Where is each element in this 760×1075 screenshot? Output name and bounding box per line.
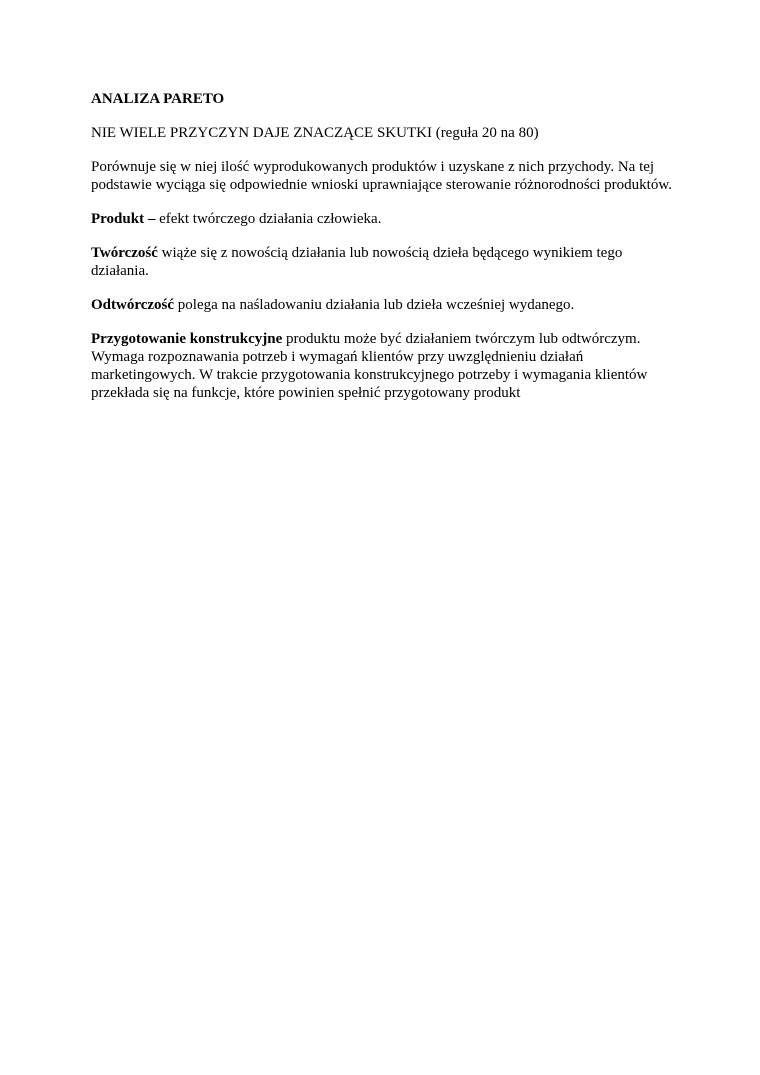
definition-text: efekt twórczego działania człowieka.: [155, 211, 382, 227]
definition-text: wiąże się z nowością działania lub nowością dzieła będącego wynikiem tego działania.: [91, 245, 623, 279]
document-title: ANALIZA PARETO: [91, 91, 225, 107]
definition-przygotowanie-konstrukcyjne: [91, 330, 681, 402]
document-subtitle: NIE WIELE PRZYCZYN DAJE ZNACZĄCE SKUTKI (reguła 20 na 80): [91, 125, 539, 141]
definition-term: Odtwórczość: [91, 297, 175, 313]
definition-odtworczosc: [91, 296, 681, 314]
definition-term: Przygotowanie konstrukcyjne: [91, 331, 283, 347]
definition-text: produktu może być działaniem twórczym lub odtwórczym. Wymaga rozpoznawania potrzeb i wymagań klientów przy uwzględnieniu działań marketingowych. W trakcie przygotowania konstrukcyjnego potrzeby i wymagania klientów przekłada się na funkcje, które powinien spełnić przygotowany produkt: [91, 331, 648, 401]
definition-tworczosc: [91, 244, 681, 280]
document-body: [91, 90, 681, 418]
definition-term: Twórczość: [91, 245, 158, 261]
definition-text: polega na naśladowaniu działania lub dzieła wcześniej wydanego.: [174, 297, 575, 313]
definition-term: Produkt –: [91, 211, 156, 227]
definition-produkt: [91, 210, 681, 228]
intro-paragraph: Porównuje się w niej ilość wyprodukowanych produktów i uzyskane z nich przychody. Na tej podstawie wyciąga się odpowiednie wnioski uprawniające sterowanie różnorodności produktów.: [91, 159, 672, 193]
